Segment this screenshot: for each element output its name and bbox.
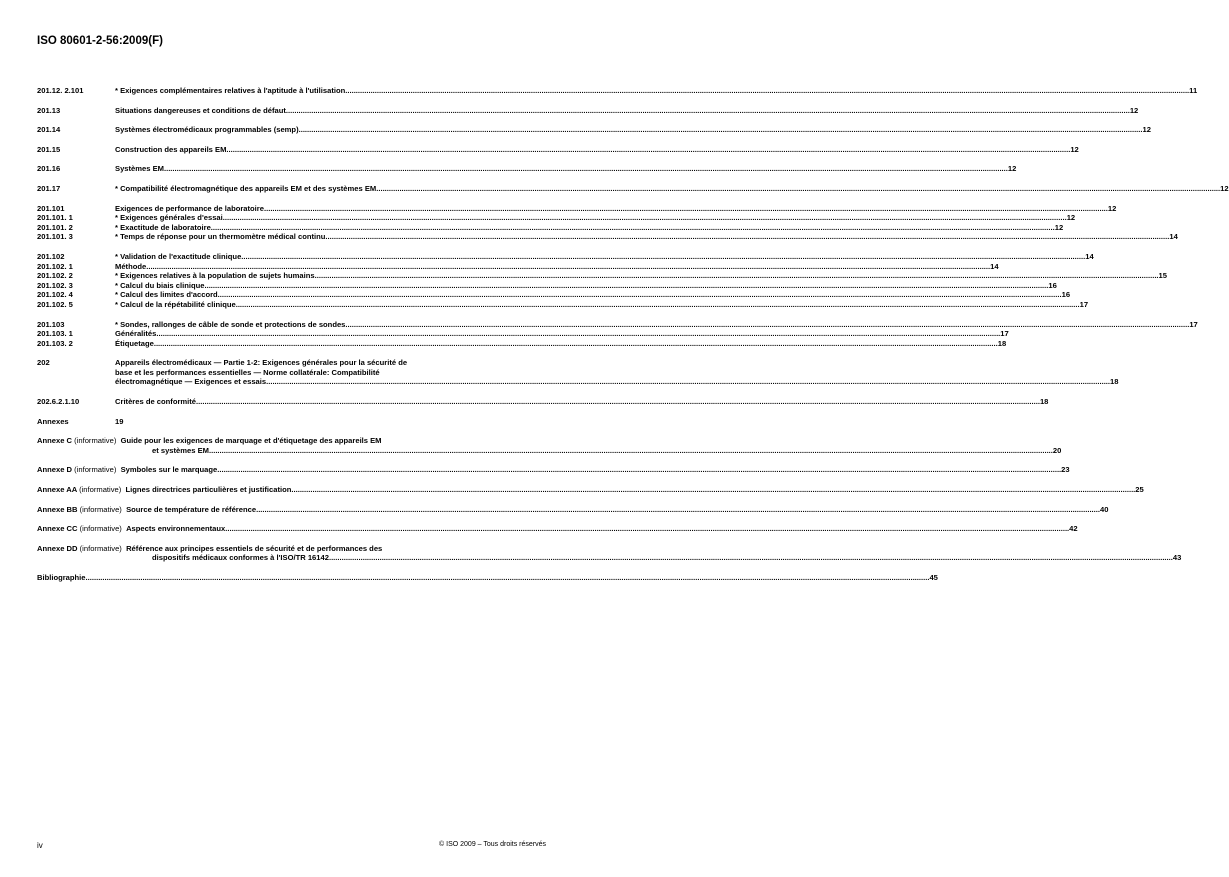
annex-entry-line (37, 544, 546, 554)
toc-entry-body (115, 144, 1079, 155)
toc-entry[interactable] (37, 144, 1079, 155)
toc-leader-dots: ................................................................................................................................................................................................................................................................................................................................................................................................................ (376, 183, 1221, 193)
toc-page-number: 12 (1070, 144, 1079, 154)
toc-page-number: 18 (1110, 377, 1119, 387)
toc-entry[interactable] (37, 105, 1139, 116)
toc-entry[interactable] (37, 164, 1017, 174)
toc-leader-dots: ................................................................................................................................................................................................................................................................................................................................................................................................................ (156, 329, 1001, 339)
toc-page-number: 14 (1169, 232, 1178, 242)
toc-entry-number: 201.102. 4 (37, 290, 73, 300)
annex-label (37, 544, 126, 554)
toc-entry[interactable] (37, 358, 1119, 387)
annex-entry-line (37, 553, 1182, 563)
toc-page-number: 14 (990, 261, 999, 271)
toc-entry[interactable] (37, 203, 1117, 214)
toc-page-number: 14 (1085, 251, 1094, 261)
toc-entry-line (115, 280, 1057, 291)
annex-type: (informative) (74, 436, 117, 446)
toc-page-number: 12 (1054, 222, 1064, 232)
toc-entry-body (115, 251, 1094, 262)
annex-entry[interactable] (37, 524, 1078, 534)
toc-leader-dots: ................................................................................................................................................................................................................................................................................................................................................................................................................ (217, 290, 1062, 300)
annex-label-text: Annexe C (37, 436, 73, 446)
toc-entry-line (115, 251, 1094, 262)
toc-entry-number: 201.16 (37, 164, 61, 174)
toc-entry-line (115, 144, 1079, 155)
toc-leader-dots: ................................................................................................................................................................................................................................................................................................................................................................................................................ (146, 261, 991, 271)
annex-entry[interactable] (37, 485, 1144, 495)
annex-entry[interactable] (37, 543, 1182, 563)
annex-entry[interactable] (37, 504, 1109, 515)
toc-page-number: 20 (1052, 445, 1062, 455)
annex-title: et systèmes EM (152, 445, 209, 455)
toc-leader-dots: ................................................................................................................................................................................................................................................................................................................................................................................................................ (291, 485, 1136, 495)
toc-entry-body (115, 280, 1057, 291)
annex-label (37, 524, 126, 534)
toc-entry-title: Méthode (115, 261, 147, 271)
annex-entry-line (37, 465, 1070, 475)
toc-entry-line (115, 338, 1007, 349)
toc-entry-line (115, 368, 546, 378)
toc-leader-dots: ................................................................................................................................................................................................................................................................................................................................................................................................................ (85, 573, 930, 582)
toc-entry[interactable] (37, 251, 1094, 262)
toc-entry-title: * Exigences complémentaires relatives à l'aptitude à l'utilisation (115, 86, 346, 95)
toc-entry-line (115, 86, 1198, 96)
toc-leader-dots: ................................................................................................................................................................................................................................................................................................................................................................................................................ (263, 203, 1108, 213)
toc-entry-line (115, 377, 1119, 387)
toc-entry-body (115, 299, 1089, 310)
toc-entry-number: 201.17 (37, 183, 61, 193)
annex-label (37, 505, 126, 515)
toc-page-number: 17 (1079, 299, 1089, 309)
annex-entry-line (37, 504, 1109, 515)
toc-entry-title: * Exigences relatives à la population de sujets humains (115, 271, 315, 281)
toc-page-number: 40 (1100, 504, 1109, 514)
toc-leader-dots: ................................................................................................................................................................................................................................................................................................................................................................................................................ (314, 271, 1159, 281)
toc-entry-line (115, 105, 1139, 116)
toc-leader-dots: ................................................................................................................................................................................................................................................................................................................................................................................................................ (225, 524, 1070, 534)
toc-entry-body (115, 417, 546, 427)
annex-label-text: Annexe BB (37, 504, 78, 514)
toc-page-number: 16 (1061, 290, 1071, 300)
toc-entry-number: 201.102. 5 (37, 299, 73, 309)
toc-entry-line (115, 125, 1151, 135)
annex-type: (informative) (79, 504, 122, 514)
annex-label-text: Annexe CC (37, 524, 78, 534)
toc-entry-title: * Validation de l'exactitude clinique (115, 251, 242, 261)
toc-page-number: 12 (1066, 213, 1076, 223)
toc-entry-title: 19 (115, 416, 124, 426)
annex-title: Guide pour les exigences de marquage et d'étiquetage des appareils EM (120, 436, 382, 446)
toc-entry-line (115, 329, 1009, 339)
toc-entry-body (115, 397, 1049, 407)
toc-leader-dots: ................................................................................................................................................................................................................................................................................................................................................................................................................ (153, 338, 998, 348)
annex-title: Symboles sur le marquage (120, 465, 218, 475)
toc-page-number: 12 (1107, 203, 1117, 213)
annex-entry-body (37, 524, 1078, 534)
toc-entry-title: Construction des appareils EM (115, 144, 227, 154)
toc-entry-number: 201.14 (37, 125, 61, 135)
toc-entry-number: 201.101. 2 (37, 222, 73, 232)
toc-entry-number: 201.15 (37, 144, 61, 154)
toc-entry[interactable] (37, 222, 1064, 233)
toc-page-number: 12 (1220, 183, 1229, 193)
annex-entry-body (37, 465, 1070, 475)
toc-entry-body (115, 86, 1198, 96)
toc-entry-title: électromagnétique — Exigences et essais (115, 377, 267, 387)
toc-entry-line (115, 164, 1017, 174)
bibliography-label: Bibliographie (37, 573, 86, 582)
toc-entry-title: * Exactitude de laboratoire (115, 222, 211, 232)
annex-entry-line (37, 524, 1078, 534)
toc-entry[interactable] (37, 329, 1009, 339)
toc-leader-dots: ................................................................................................................................................................................................................................................................................................................................................................................................................ (210, 222, 1055, 232)
footer-page-number: iv (37, 841, 43, 850)
toc-leader-dots: ................................................................................................................................................................................................................................................................................................................................................................................................................ (328, 553, 1173, 563)
toc-entry-line (115, 358, 546, 368)
toc-entry-body (115, 213, 1076, 223)
toc-entry-number: Annexes (37, 416, 69, 426)
toc-entry[interactable] (37, 299, 1089, 310)
annex-label (37, 436, 121, 446)
toc-entry-title: Systèmes électromédicaux programmables (semp) (115, 125, 299, 135)
toc-page-number: 11 (1189, 86, 1198, 95)
toc-entry-number: 201.102. 1 (37, 261, 73, 271)
toc-entry-line (115, 417, 546, 427)
toc-entry-title: * Compatibilité électromagnétique des appareils EM et des systèmes EM (115, 183, 377, 193)
toc-leader-dots: ................................................................................................................................................................................................................................................................................................................................................................................................................ (235, 299, 1080, 309)
bibliography-entry[interactable] (37, 573, 938, 583)
toc-page-number: 12 (1142, 125, 1151, 135)
toc-entry-number: 201.102. 2 (37, 271, 73, 281)
toc-entry-number: 201.103. 1 (37, 329, 73, 339)
toc-entry[interactable] (37, 213, 1076, 223)
toc-entry-line (115, 319, 1198, 330)
annex-entry-body (37, 436, 1062, 455)
toc-entry-line (115, 397, 1049, 407)
toc-leader-dots: ................................................................................................................................................................................................................................................................................................................................................................................................................ (163, 164, 1008, 174)
annex-title: Aspects environnementaux (126, 524, 226, 534)
toc-page-number: 43 (1172, 553, 1182, 563)
toc-entry-title: * Sondes, rallonges de câble de sonde et protections de sondes (115, 319, 346, 329)
toc-entry-number: 201.13 (37, 105, 61, 115)
toc-entry-title: Systèmes EM (115, 164, 164, 174)
toc-leader-dots: ................................................................................................................................................................................................................................................................................................................................................................................................................ (217, 465, 1062, 475)
toc-page-number: 45 (929, 573, 938, 582)
toc-entry-body (115, 338, 1007, 349)
toc-entry-body (115, 358, 1119, 387)
annex-type: (informative) (79, 485, 122, 495)
toc-leader-dots: ................................................................................................................................................................................................................................................................................................................................................................................................................ (241, 251, 1086, 261)
toc-leader-dots: ................................................................................................................................................................................................................................................................................................................................................................................................................ (196, 397, 1040, 407)
toc-entry-body (115, 290, 1071, 300)
toc-page-number: 17 (1189, 319, 1198, 329)
toc-leader-dots: ................................................................................................................................................................................................................................................................................................................................................................................................................ (266, 377, 1111, 387)
toc-entry[interactable] (37, 125, 1151, 135)
toc-entry-title: Appareils électromédicaux — Partie 1-2: Exigences générales pour la sécurité de (115, 358, 408, 368)
toc-entry-number: 201.102 (37, 251, 65, 261)
toc-entry[interactable] (37, 86, 1198, 96)
toc-entry[interactable] (37, 183, 1229, 194)
toc-entry[interactable] (37, 271, 1167, 281)
annex-entry-body (37, 485, 1144, 495)
toc-entry-body (115, 203, 1117, 214)
toc-page-number: 17 (1000, 329, 1009, 339)
toc-entry[interactable] (37, 280, 1057, 291)
toc-entry-title: * Calcul du biais clinique (115, 280, 205, 290)
table-of-contents (37, 86, 1229, 583)
toc-entry-number: 201.101. 1 (37, 213, 73, 223)
toc-entry-title: * Temps de réponse pour un thermomètre médical continu (115, 232, 326, 242)
toc-entry-body (115, 222, 1064, 233)
toc-page-number: 16 (1048, 280, 1057, 290)
toc-page-number: 15 (1158, 271, 1167, 281)
toc-entry-line (115, 261, 999, 272)
toc-entry-number: 201.101 (37, 203, 65, 213)
toc-leader-dots: ................................................................................................................................................................................................................................................................................................................................................................................................................ (222, 213, 1067, 223)
toc-entry-line (115, 290, 1071, 300)
toc-leader-dots: ................................................................................................................................................................................................................................................................................................................................................................................................................ (325, 232, 1170, 242)
toc-entry-body (115, 329, 1009, 339)
toc-leader-dots: ................................................................................................................................................................................................................................................................................................................................................................................................................ (226, 144, 1071, 154)
annex-label-text: Annexe AA (37, 485, 77, 495)
toc-entry-body (115, 125, 1151, 135)
annex-label-text: Annexe D (37, 465, 73, 475)
toc-leader-dots: ................................................................................................................................................................................................................................................................................................................................................................................................................ (256, 504, 1100, 514)
annex-type: (informative) (74, 465, 117, 475)
toc-entry-number: 201.103. 2 (37, 338, 73, 348)
toc-entry-number: 201.103 (37, 319, 65, 329)
toc-entry-line (115, 232, 1178, 242)
toc-entry-line (115, 183, 1229, 194)
toc-entry[interactable] (37, 319, 1198, 330)
toc-entry-line (115, 222, 1064, 233)
footer-copyright: © ISO 2009 – Tous droits réservés (439, 841, 546, 848)
toc-entry-number: 201.102. 3 (37, 280, 73, 290)
toc-entry-title: Critères de conformité (115, 397, 197, 407)
annex-title: dispositifs médicaux conformes à l'ISO/TR 16142 (152, 553, 329, 563)
toc-page-number: 25 (1135, 485, 1144, 495)
toc-page-number: 12 (1007, 164, 1017, 174)
toc-entry-title: Généralités (115, 329, 157, 339)
toc-leader-dots: ................................................................................................................................................................................................................................................................................................................................................................................................................ (204, 280, 1049, 290)
toc-entry-number: 202.6.2.1.10 (37, 397, 80, 407)
toc-leader-dots: ................................................................................................................................................................................................................................................................................................................................................................................................................ (298, 125, 1143, 135)
toc-entry-number: 201.101. 3 (37, 232, 73, 242)
annex-title: Source de température de référence (126, 504, 257, 514)
toc-entry-number: 202 (37, 358, 50, 368)
toc-entry-line (115, 203, 1117, 214)
toc-entry-number: 201.12. 2.101 (37, 86, 84, 95)
toc-page-number: 18 (997, 338, 1007, 348)
toc-leader-dots: ................................................................................................................................................................................................................................................................................................................................................................................................................ (285, 105, 1130, 115)
toc-entry[interactable] (37, 338, 1007, 349)
annex-entry[interactable] (37, 436, 1062, 455)
toc-entry-body (115, 105, 1139, 116)
toc-leader-dots: ................................................................................................................................................................................................................................................................................................................................................................................................................ (345, 319, 1190, 329)
toc-entry-line (115, 299, 1089, 310)
annex-entry-body (37, 543, 1182, 563)
annex-entry-line (37, 445, 1062, 456)
toc-page-number: 12 (1129, 105, 1139, 115)
toc-entry-body (115, 271, 1167, 281)
toc-leader-dots: ................................................................................................................................................................................................................................................................................................................................................................................................................ (345, 86, 1190, 95)
annex-label (37, 485, 126, 495)
annex-type: (informative) (79, 524, 122, 534)
annex-label-text: Annexe DD (37, 543, 78, 553)
toc-entry-line (115, 213, 1076, 223)
toc-entry-title: Situations dangereuses et conditions de défaut (115, 105, 286, 115)
toc-entry[interactable] (37, 397, 1049, 407)
toc-page-number: 23 (1061, 465, 1070, 475)
toc-entry[interactable] (37, 290, 1071, 300)
bibliography-line (37, 573, 938, 583)
toc-entry-title: * Calcul de la répétabilité clinique (115, 299, 236, 309)
annex-entry-line (37, 485, 1144, 495)
toc-entry-title: * Exigences générales d'essai (115, 213, 223, 223)
toc-entry-body (115, 183, 1229, 194)
annex-label (37, 465, 121, 475)
toc-entry-title: * Calcul des limites d'accord (115, 290, 218, 300)
toc-page-number: 18 (1039, 397, 1049, 407)
annex-entry-line (37, 436, 546, 446)
toc-leader-dots: ................................................................................................................................................................................................................................................................................................................................................................................................................ (208, 445, 1053, 455)
toc-entry-body (115, 164, 1017, 174)
toc-entry-body (115, 319, 1198, 330)
toc-entry-title: base et les performances essentielles — Norme collatérale: Compatibilité (115, 367, 380, 377)
toc-entry[interactable] (37, 232, 1178, 242)
toc-entry[interactable] (37, 417, 546, 427)
toc-entry-line (115, 271, 1167, 281)
toc-page-number: 42 (1069, 524, 1078, 534)
annex-title: Lignes directrices particulières et justification (125, 485, 292, 495)
annex-title: Référence aux principes essentiels de sécurité et de performances des (126, 543, 383, 553)
document-header: ISO 80601-2-56:2009(F) (37, 35, 163, 47)
toc-entry[interactable] (37, 261, 999, 272)
toc-entry-body (115, 261, 999, 272)
toc-entry-title: Exigences de performance de laboratoire (115, 203, 264, 213)
annex-type: (informative) (79, 543, 122, 553)
toc-entry-title: Étiquetage (115, 338, 154, 348)
toc-entry-body (115, 232, 1178, 242)
annex-entry[interactable] (37, 465, 1070, 475)
annex-entry-body (37, 504, 1109, 515)
